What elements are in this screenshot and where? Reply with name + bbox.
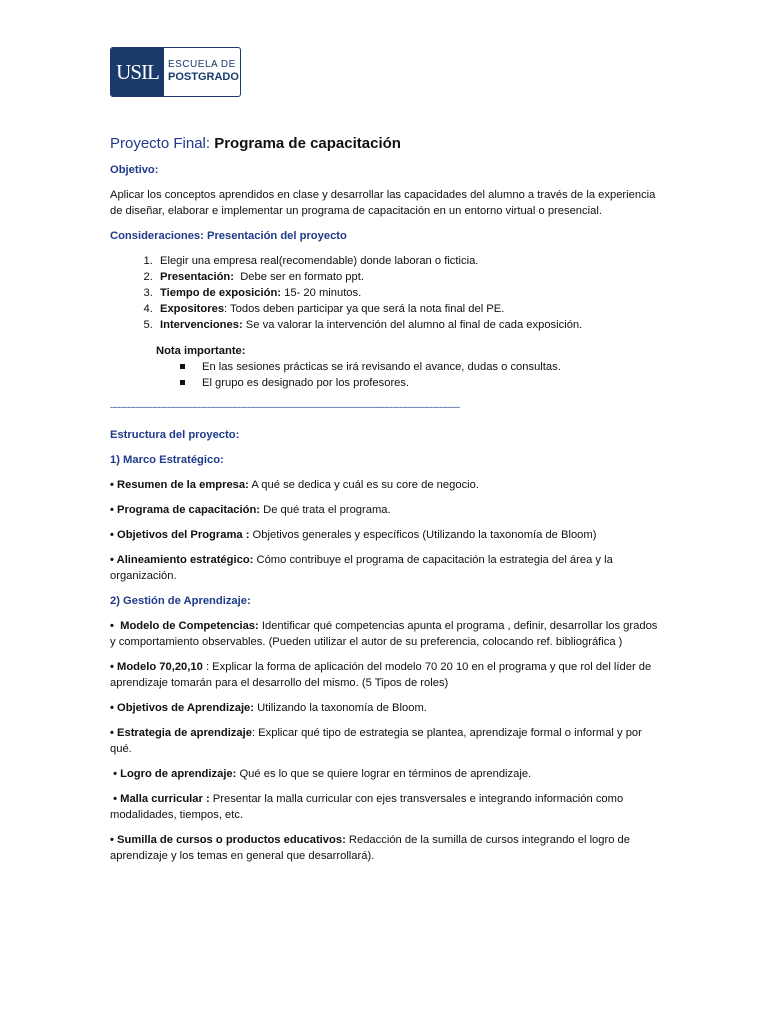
list-item: • Objetivos del Programa : Objetivos generales y específicos (Utilizando la taxonomía de Bloom) — [110, 529, 597, 541]
list-item: • Logro de aprendizaje: Qué es lo que se quiere lograr en términos de aprendizaje. — [110, 768, 532, 780]
objective-heading: Objetivo: — [110, 164, 159, 176]
list-item: • Programa de capacitación: De qué trata el programa. — [110, 504, 391, 516]
title-accent: Proyecto Final: — [110, 135, 211, 152]
logo-text — [168, 59, 239, 84]
list-item: • Objetivos de Aprendizaje: Utilizando la taxonomía de Bloom. — [110, 702, 427, 714]
list-item: • Malla curricular : Presentar la malla curricular con ejes transversales e integrando información como modalidades, tiempos, etc. — [110, 793, 624, 821]
structure-heading: Estructura del proyecto: — [110, 429, 240, 441]
logo-line1: ESCUELA DE — [168, 59, 236, 70]
considerations-list — [110, 253, 658, 333]
usil-logo — [110, 47, 241, 97]
section2-heading: 2) Gestión de Aprendizaje: — [110, 595, 251, 607]
page-title — [110, 134, 658, 154]
list-item: En las sesiones prácticas se irá revisando el avance, dudas o consultas. — [202, 359, 658, 375]
title-main: Programa de capacitación — [214, 135, 401, 152]
list-item: 3. Tiempo de exposición: 15- 20 minutos. — [156, 285, 658, 301]
list-item: 4. Expositores: Todos deben participar ya que será la nota final del PE. — [156, 301, 658, 317]
list-item: El grupo es designado por los profesores. — [202, 375, 658, 391]
list-item: • Alineamiento estratégico: Cómo contribuye el programa de capacitación la estrategia del área y la organización. — [110, 554, 613, 582]
dashed-divider: -------------------------------------------------------------------------------------------------------------------------------------------- — [110, 402, 460, 412]
note-heading: Nota importante: — [156, 345, 246, 357]
document-content — [110, 134, 658, 873]
logo-line2: POSTGRADO — [168, 71, 239, 83]
list-item: • Modelo 70,20,10 : Explicar la forma de aplicación del modelo 70 20 10 en el programa y que rol del líder de aprendizaje tomarán para el desarrollo del mismo. (5 Tipos de roles) — [110, 661, 652, 689]
list-item: • Sumilla de cursos o productos educativos: Redacción de la sumilla de cursos integrando el logro de aprendizaje y los temas en general que desarrollará). — [110, 834, 631, 862]
notes-list — [110, 359, 658, 391]
list-item: • Estrategia de aprendizaje: Explicar qué tipo de estrategia se plantea, aprendizaje formal o informal y por qué. — [110, 727, 642, 755]
list-item: 5. Intervenciones: Se va valorar la intervención del alumno al final de cada exposición. — [156, 317, 658, 333]
logo-mark: USIL — [111, 48, 164, 96]
list-item: 2. Presentación: Debe ser en formato ppt. — [156, 269, 658, 285]
considerations-heading: Consideraciones: Presentación del proyecto — [110, 230, 347, 242]
list-item: 1. Elegir una empresa real(recomendable) donde laboran o ficticia. — [156, 253, 658, 269]
section1-heading: 1) Marco Estratégico: — [110, 454, 224, 466]
list-item: • Resumen de la empresa: A qué se dedica y cuál es su core de negocio. — [110, 479, 479, 491]
objective-text: Aplicar los conceptos aprendidos en clase y desarrollar las capacidades del alumno a través de la experiencia de diseñar, elaborar e implementar un programa de capacitación en un entorno virtual o presencial. — [110, 189, 656, 217]
list-item: • Modelo de Competencias: Identificar qué competencias apunta el programa , definir, desarrollar los grados y comportamiento observables. (Pueden utilizar el autor de su preferencia, colocando ref. bibliográfica ) — [110, 620, 658, 648]
